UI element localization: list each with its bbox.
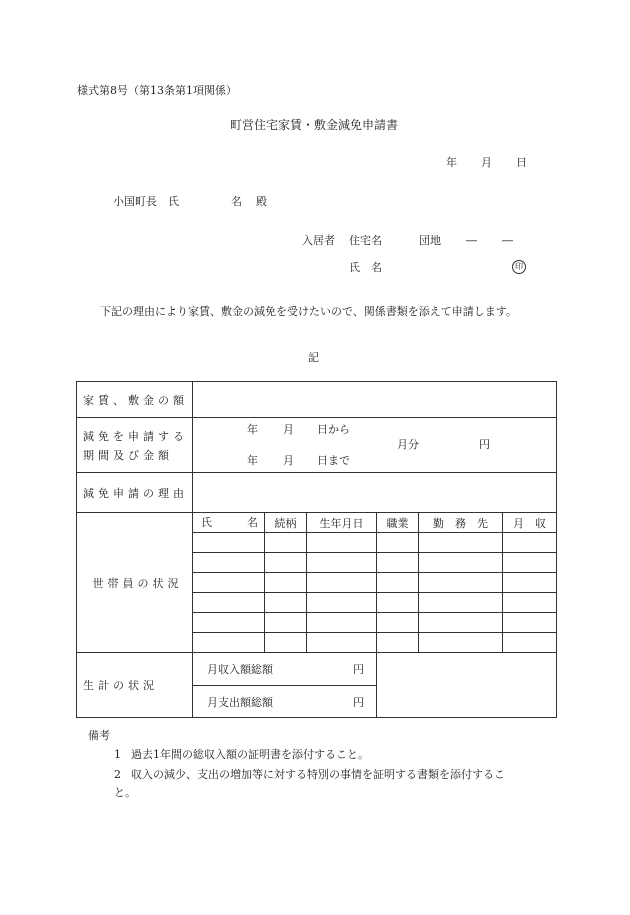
addressee-name: 名: [231, 195, 242, 208]
to-year: 年: [247, 454, 258, 467]
member-cell[interactable]: [265, 593, 307, 613]
from-month: 月: [283, 423, 294, 436]
applicant-name-label: 氏 名: [349, 261, 382, 274]
member-cell[interactable]: [193, 533, 265, 553]
form-number: 様式第8号（第13条第1項関係）: [77, 84, 237, 97]
member-cell[interactable]: [419, 533, 503, 553]
period-label: [77, 418, 193, 473]
member-cell[interactable]: [265, 533, 307, 553]
date-month: 月: [481, 156, 492, 169]
member-cell[interactable]: [419, 613, 503, 633]
member-name-header: [193, 513, 265, 533]
relation-header: 続柄: [265, 513, 307, 533]
addressee-prefix: 小国町長 氏: [113, 195, 179, 208]
period-label-line2: 期間及び金額: [83, 448, 173, 462]
livelihood-income-row: [77, 653, 557, 686]
seal-icon: 印: [512, 260, 526, 274]
period-value[interactable]: [193, 418, 557, 473]
member-cell[interactable]: [377, 633, 419, 653]
member-cell[interactable]: [377, 533, 419, 553]
member-cell[interactable]: [193, 553, 265, 573]
dash-2: ―: [502, 234, 513, 247]
member-cell[interactable]: [265, 553, 307, 573]
date-day: 日: [516, 156, 527, 169]
member-cell[interactable]: [419, 553, 503, 573]
statement: 下記の理由により家賃、敷金の減免を受けたいので、関係書類を添えて申請します。: [100, 305, 517, 318]
member-header-row: [77, 513, 557, 533]
period-label-line1: 減免を申請する: [83, 429, 188, 443]
income-total-yen: 円: [353, 663, 364, 676]
addressee-honorific: 殿: [256, 195, 267, 208]
expense-total-yen: 円: [353, 696, 364, 709]
applicant-label: 入居者: [302, 234, 335, 247]
member-cell[interactable]: [193, 633, 265, 653]
reason-value[interactable]: [193, 473, 557, 513]
member-cell[interactable]: [419, 593, 503, 613]
note-1-text: 過去1年間の総収入額の証明書を添付すること。: [131, 748, 369, 761]
member-cell[interactable]: [307, 633, 377, 653]
income-header: 月 収: [503, 513, 557, 533]
member-cell[interactable]: [377, 573, 419, 593]
from-suffix: 日から: [317, 423, 350, 436]
livelihood-label: 生計の状況: [77, 653, 193, 718]
ki-label: 記: [308, 351, 319, 364]
member-cell[interactable]: [193, 573, 265, 593]
member-cell[interactable]: [193, 593, 265, 613]
notes-heading: 備考: [88, 729, 110, 742]
member-cell[interactable]: [307, 593, 377, 613]
reason-row: [77, 473, 557, 513]
member-cell[interactable]: [265, 613, 307, 633]
member-cell[interactable]: [419, 573, 503, 593]
rent-value[interactable]: [193, 382, 557, 418]
document-title: 町営住宅家賃・敷金減免申請書: [230, 118, 399, 132]
member-cell[interactable]: [377, 613, 419, 633]
to-month: 月: [283, 454, 294, 467]
income-total-cell[interactable]: [193, 653, 377, 686]
seal-wrap: [512, 260, 526, 274]
date-year: 年: [446, 156, 457, 169]
expense-total-label: 月支出額総額: [207, 696, 273, 709]
member-cell[interactable]: [503, 573, 557, 593]
member-cell[interactable]: [503, 533, 557, 553]
member-cell[interactable]: [307, 573, 377, 593]
monthly-label: 月分: [397, 438, 419, 451]
danchi-label: 団地: [419, 234, 441, 247]
livelihood-blank[interactable]: [377, 653, 557, 718]
member-cell[interactable]: [307, 553, 377, 573]
reason-label: 減免申請の理由: [77, 473, 193, 513]
member-cell[interactable]: [265, 633, 307, 653]
period-yen: 円: [479, 438, 490, 451]
note-1-number: 1: [114, 748, 121, 761]
work-header: 勤 務 先: [419, 513, 503, 533]
rent-row: [77, 382, 557, 418]
member-cell[interactable]: [503, 553, 557, 573]
header-name-2: 名: [247, 516, 258, 529]
member-cell[interactable]: [193, 613, 265, 633]
dash-1: ―: [466, 234, 477, 247]
member-cell[interactable]: [503, 613, 557, 633]
expense-total-cell[interactable]: [193, 686, 377, 718]
income-total-label: 月収入額総額: [207, 663, 273, 676]
member-cell[interactable]: [377, 553, 419, 573]
header-name-1: 氏: [201, 516, 212, 529]
address-label: 住宅名: [349, 234, 382, 247]
job-header: 職業: [377, 513, 419, 533]
note-2-text-line2: と。: [114, 786, 136, 799]
birth-header: 生年月日: [307, 513, 377, 533]
member-cell[interactable]: [377, 593, 419, 613]
note-2-number: 2: [114, 768, 121, 781]
from-year: 年: [247, 423, 258, 436]
member-cell[interactable]: [307, 533, 377, 553]
member-cell[interactable]: [503, 593, 557, 613]
note-2-text-line1: 収入の減少、支出の増加等に対する特別の事情を証明する書類を添付するこ: [131, 768, 505, 781]
household-label: 世帯員の状況: [77, 513, 193, 653]
application-table: [76, 381, 557, 718]
period-row: [77, 418, 557, 473]
to-suffix: 日まで: [317, 454, 350, 467]
member-cell[interactable]: [419, 633, 503, 653]
member-cell[interactable]: [307, 613, 377, 633]
member-cell[interactable]: [265, 573, 307, 593]
rent-label: 家賃、敷金の額: [77, 382, 193, 418]
member-cell[interactable]: [503, 633, 557, 653]
